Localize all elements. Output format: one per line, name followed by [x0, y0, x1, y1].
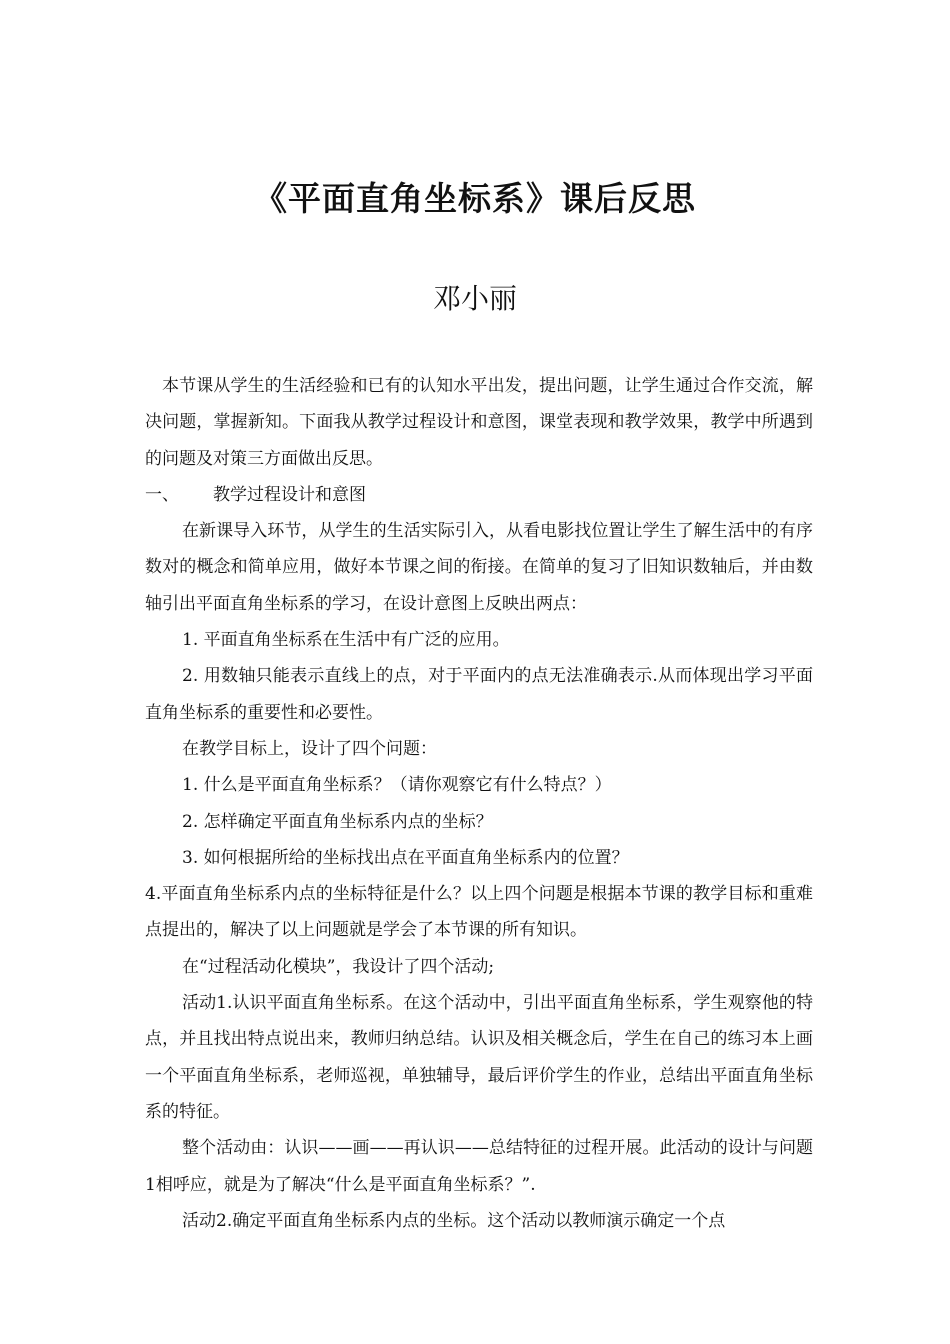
section-heading-text: 教学过程设计和意图 [213, 484, 366, 505]
list-item: 2. 怎样确定平面直角坐标系内点的坐标？ [182, 811, 493, 832]
paragraph-activities: 在“过程活动化模块”，我设计了四个活动; [182, 956, 495, 977]
paragraph-activity-summary: 整个活动由：认识——画——再认识——总结特征的过程开展。此活动的设计与问题1相呼应，就是为了解决“什么是平面直角坐标系？”. [145, 1138, 813, 1195]
list-item: 1. 平面直角坐标系在生活中有广泛的应用。 [182, 630, 510, 651]
document-author: 邓小丽 [432, 282, 517, 315]
section-number: 一、 [145, 484, 179, 505]
document-title: 《平面直角坐标系》课后反思 [254, 179, 696, 218]
document-body [145, 368, 813, 1239]
list-item: 4.平面直角坐标系内点的坐标特征是什么？以上四个问题是根据本节课的教学目标和重难点提出的，解决了以上问题就是学会了本节课的所有知识。 [145, 884, 813, 941]
paragraph-activity-2: 活动2.确定平面直角坐标系内点的坐标。这个活动以教师演示确定一个点 [182, 1210, 726, 1231]
paragraph-goals: 在教学目标上，设计了四个问题： [182, 738, 437, 759]
list-item: 3. 如何根据所给的坐标找出点在平面直角坐标系内的位置？ [182, 847, 629, 868]
paragraph-intro-step: 在新课导入环节，从学生的生活实际引入，从看电影找位置让学生了解生活中的有序数对的概念和简单应用，做好本节课之间的衔接。在简单的复习了旧知识数轴后，并由数轴引出平面直角坐标系的学习，在设计意图上反映出两点： [145, 521, 813, 614]
paragraph-activity-1: 活动1.认识平面直角坐标系。在这个活动中，引出平面直角坐标系，学生观察他的特点，并且找出特点说出来，教师归纳总结。认识及相关概念后，学生在自己的练习本上画一个平面直角坐标系，老师巡视，单独辅导，最后评价学生的作业，总结出平面直角坐标系的特征。 [145, 993, 813, 1122]
paragraph-intro: 本节课从学生的生活经验和已有的认知水平出发，提出问题，让学生通过合作交流，解决问题，掌握新知。下面我从教学过程设计和意图，课堂表现和教学效果，教学中所遇到的问题及对策三方面做出反思。 [145, 376, 813, 469]
section-heading [145, 477, 813, 513]
list-item: 2. 用数轴只能表示直线上的点，对于平面内的点无法准确表示.从而体现出学习平面直角坐标系的重要性和必要性。 [145, 666, 813, 723]
list-item: 1. 什么是平面直角坐标系？（请你观察它有什么特点？） [182, 775, 612, 796]
